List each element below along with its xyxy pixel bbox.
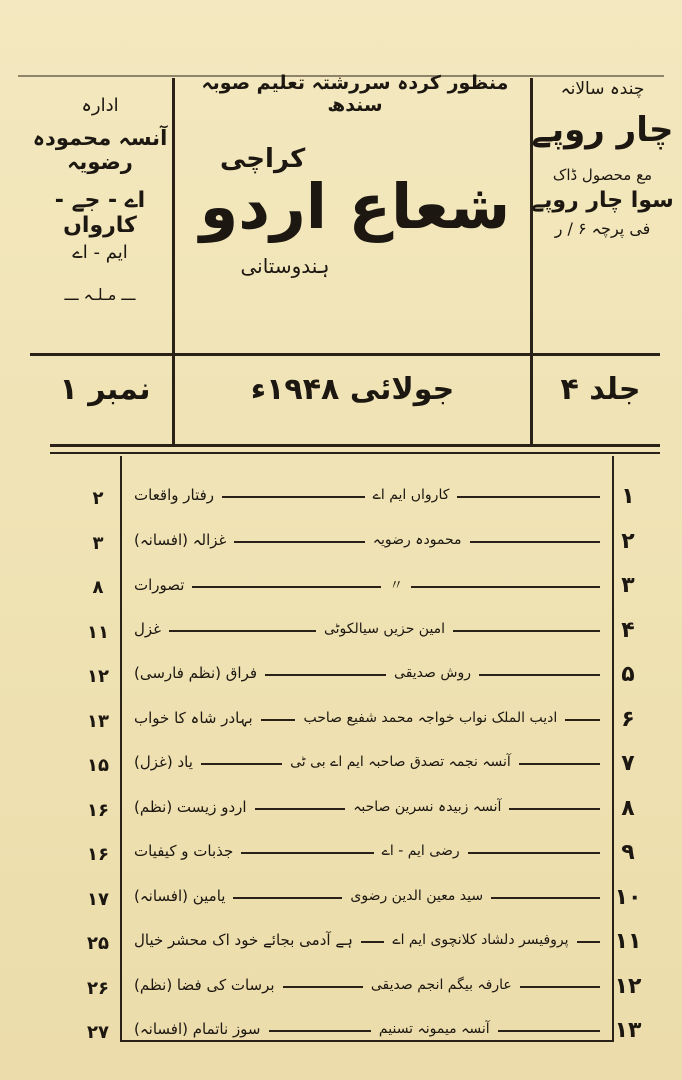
toc-leader-line [222,496,365,498]
toc-entry [134,753,600,771]
toc-title: رفتار واقعات [134,486,215,504]
toc-page-number: ۸ [92,577,104,598]
toc-leader-line [361,941,384,943]
toc-index: ۱۱ [614,929,642,954]
toc-page-number: ۱۳ [87,710,109,732]
subscription-price: چار روپے [531,110,674,150]
toc-author: عارفہ بیگم انجم صدیقی [370,976,512,993]
header-bottom-rule [30,353,660,356]
toc-page-number: ۱۷ [87,888,109,910]
toc-leader-line [457,496,600,498]
toc-leader-line [192,586,381,588]
toc-row [70,883,660,919]
masthead-subtitle: ہندوستانی [240,254,330,278]
toc-leader-line [255,808,346,810]
toc-index: ۶ [621,706,635,732]
toc-entry [134,798,600,816]
price-with-postage: سوا چار روپے [531,188,674,213]
toc-leader-line [241,852,373,854]
meta-bottom-rule [50,444,660,447]
toc-title: غزالہ (افسانہ) [134,530,227,549]
toc-index: ۱۲ [614,973,642,999]
subscription-label: چندہ سالانہ [560,79,645,99]
toc-leader-line [519,763,600,765]
toc-entry [134,976,600,994]
toc-index: ۴ [621,617,635,643]
toc-leader-line [261,719,296,721]
toc-leader-line [520,986,600,988]
toc-page-number: ۲۶ [87,977,109,999]
toc-title: فراق (نظم فارسی) [134,664,258,682]
toc-row [70,527,660,563]
toc-author: پروفیسر دلشاد کلانچوی ایم اے [392,932,569,948]
toc-entry [134,531,600,549]
toc-entry [134,709,600,727]
management-label: ادارہ [81,95,119,116]
toc-entry [134,931,600,949]
toc-row [70,794,660,830]
toc-title: یامین (افسانہ) [134,886,226,905]
toc-leader-line [201,763,282,765]
toc-leader-line [470,541,600,543]
toc-title: ہے آدمی بجائے خود اک محشر خیال [134,931,353,949]
toc-author: آنسہ زبیدہ نسرین صاحبہ [353,798,502,815]
toc-title: سوز ناتمام (افسانہ) [134,1020,261,1038]
toc-author: روش صدیقی [394,665,471,681]
postal-label: مع محصول ڈاک [552,166,653,184]
header-divider-left [172,78,175,353]
toc-row [70,482,660,518]
decorative-mark: ـــ مـلـہ ـــ [64,285,136,304]
toc-author: سید معین الدین رضوی [350,887,484,904]
toc-leader-line [411,586,600,588]
issue-number: نمبر ۱ [59,372,151,407]
toc-entry [134,887,600,905]
toc-page-number: ۲۷ [87,1022,109,1043]
toc-title: اردو زیست (نظم) [134,797,247,816]
toc-entry [134,575,600,595]
toc-leader-line [509,808,600,810]
toc-entry [134,620,600,638]
editor-degree: ایم - اے [72,242,128,263]
toc-author: رضی ایم - اے [381,843,460,859]
toc-page-number: ۱۶ [87,844,109,865]
toc-leader-line [491,897,600,899]
toc-row [70,705,660,741]
management-block [30,95,170,304]
approval-line: منظور کردہ سررشتہ تعلیم صوبہ سندھ [201,72,509,116]
toc-row [70,571,660,607]
toc-index: ۳ [621,573,635,598]
toc-author: آنسہ میمونہ تسنیم [378,1021,490,1037]
toc-index: ۱۰ [614,884,642,910]
masthead [180,72,530,278]
toc-page-number: ۲۵ [87,933,109,954]
toc-index: ۹ [621,840,635,865]
toc-title: غزل [134,619,162,638]
toc-page-number: ۱۵ [87,755,109,776]
toc-page-number: ۱۶ [87,799,109,821]
meta-bottom-rule-2 [50,452,660,454]
toc-index: ۱۳ [614,1018,642,1043]
volume-label: جلد ۴ [560,372,641,407]
toc-leader-line [169,630,316,632]
toc-index: ۵ [621,662,635,687]
toc-page-number: ۱۲ [87,666,109,687]
toc-leader-line [265,674,386,676]
toc-author: ادیب الملک نواب خواجہ محمد شفیع صاحب [303,709,558,726]
toc-row [70,660,660,696]
toc-author: آنسہ نجمہ تصدق صاحبہ ایم اے بی ٹی [290,754,511,770]
toc-entry [134,486,600,504]
toc-index: ۸ [621,795,635,821]
toc-index: ۷ [621,751,635,776]
toc-author: 〃 [389,578,404,594]
toc-title: یاد (غزل) [134,753,193,771]
subscription-block [530,78,675,238]
toc-title: برسات کی فضا (نظم) [134,975,275,994]
per-issue-price: فی پرچہ ۶ / ر [554,219,651,238]
toc-entry [134,842,600,860]
toc-leader-line [565,719,600,721]
toc-row [70,749,660,785]
management-name: آنسہ محمودہ رضویہ [32,126,168,174]
issue-date: جولائی ۱۹۴۸ء [250,372,455,407]
toc-author: کارواں ایم اے [372,487,450,503]
toc-leader-line [234,541,364,543]
toc-leader-line [269,1030,371,1032]
toc-leader-line [453,630,600,632]
toc-leader-line [468,852,600,854]
masthead-city: کراچی [220,144,306,174]
toc-title: بہادر شاہ کا خواب [134,708,253,727]
magazine-title: شعاع اردو [199,170,511,243]
toc-row [70,1016,660,1052]
toc-row [70,972,660,1008]
toc-row [70,616,660,652]
toc-entry [134,664,600,682]
toc-entry [134,1020,600,1038]
toc-index: ۲ [621,528,635,554]
toc-page-number: ۱۱ [87,621,109,643]
toc-page-number: ۲ [92,488,104,509]
toc-row [70,838,660,874]
toc-leader-line [233,897,342,899]
toc-index: ۱ [621,484,635,509]
toc-leader-line [498,1030,600,1032]
toc-title: جذبات و کیفیات [134,842,234,860]
toc-title: تصورات [134,576,185,594]
editor-name: اے - جے - کارواں [54,188,146,238]
toc-leader-line [479,674,600,676]
toc-author: محمودہ رضویہ [372,531,462,548]
toc-row [70,927,660,963]
toc-author: امین حزیں سیالکوٹی [323,620,446,637]
toc-leader-line [283,986,363,988]
toc-page-number: ۳ [92,532,104,554]
toc-leader-line [577,941,600,943]
